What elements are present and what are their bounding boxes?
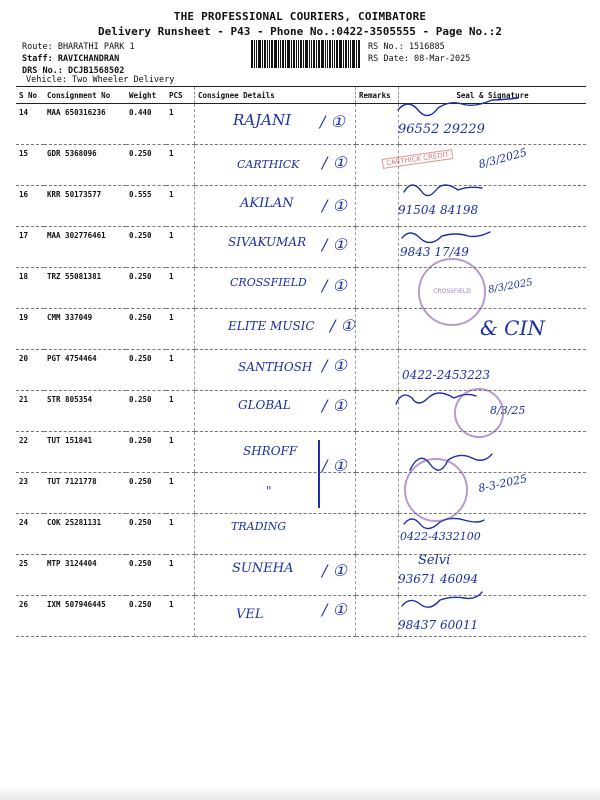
column-header: Weight xyxy=(126,87,166,104)
handwritten-consignee: SUNEHA xyxy=(232,561,294,576)
pcs-cell: 1 xyxy=(166,473,195,514)
handwritten-signature: 8/3/2025 xyxy=(477,145,529,172)
sno-cell: 22 xyxy=(16,432,44,473)
company-seal-faint xyxy=(404,458,468,522)
handwritten-consignee: AKILAN xyxy=(240,196,294,211)
handwritten-signature: 8/3/25 xyxy=(490,404,526,417)
handwritten-consignee: " xyxy=(266,484,272,498)
consignment-cell: TUT 151841 xyxy=(44,432,126,473)
handwritten-consignee: CROSSFIELD xyxy=(230,276,307,289)
handwritten-signature: 98437 60011 xyxy=(398,618,479,632)
sno-cell: 17 xyxy=(16,227,44,268)
weight-cell: 0.250 xyxy=(126,514,166,555)
pcs-cell: 1 xyxy=(166,350,195,391)
weight-cell: 0.250 xyxy=(126,145,166,186)
company-stamp: CARTHICK CREDIT xyxy=(382,149,454,169)
consignment-cell: GDR 5368096 xyxy=(44,145,126,186)
signature-stroke xyxy=(404,185,482,196)
handwritten-signature: & CIN xyxy=(480,316,545,340)
sno-cell: 19 xyxy=(16,309,44,350)
remark-mark: / ① xyxy=(320,112,345,131)
pcs-cell: 1 xyxy=(166,596,195,637)
pcs-cell: 1 xyxy=(166,555,195,596)
handwritten-consignee: SHROFF xyxy=(243,444,298,458)
remark-mark: / ① xyxy=(322,396,347,415)
handwritten-consignee: SANTHOSH xyxy=(238,360,313,374)
consignment-cell: TRZ 55081381 xyxy=(44,268,126,309)
handwritten-signature: Selvi xyxy=(418,553,451,568)
handwritten-consignee: TRADING xyxy=(231,520,287,533)
column-header: Consignment No xyxy=(44,87,126,104)
sno-cell: 21 xyxy=(16,391,44,432)
remark-mark: / ① xyxy=(322,456,347,475)
signature-stroke xyxy=(398,98,518,116)
handwritten-consignee: VEL xyxy=(236,607,264,622)
consignment-cell: CMM 337049 xyxy=(44,309,126,350)
consignment-cell: TUT 7121778 xyxy=(44,473,126,514)
pcs-cell: 1 xyxy=(166,186,195,227)
sno-cell: 25 xyxy=(16,555,44,596)
company-seal-faint xyxy=(454,388,504,438)
drs-number: DRS No.: DCJB1568502 xyxy=(22,66,125,76)
column-header: PCS xyxy=(166,87,195,104)
column-header: Consignee Details xyxy=(195,87,356,104)
consignment-cell: IXM 507946445 xyxy=(44,596,126,637)
remark-mark: / ① xyxy=(322,196,347,215)
weight-cell: 0.250 xyxy=(126,596,166,637)
weight-cell: 0.250 xyxy=(126,227,166,268)
pcs-cell: 1 xyxy=(166,391,195,432)
weight-cell: 0.250 xyxy=(126,473,166,514)
company-title: THE PROFESSIONAL COURIERS, COIMBATORE xyxy=(173,10,427,23)
remark-mark: / ① xyxy=(322,356,347,375)
handwritten-signature: 8-3-2025 xyxy=(477,472,529,495)
handwritten-consignee: CARTHICK xyxy=(237,158,300,171)
signature-stroke xyxy=(402,592,482,607)
handwritten-signature: 8/3/2025 xyxy=(487,277,534,296)
weight-cell: 0.250 xyxy=(126,391,166,432)
pcs-cell: 1 xyxy=(166,145,195,186)
handwritten-signature: 9843 17/49 xyxy=(400,245,469,259)
page-edge xyxy=(0,785,600,800)
sno-cell: 18 xyxy=(16,268,44,309)
rs-number: RS No.: 1516885 xyxy=(368,42,445,52)
consignment-cell: STR 805354 xyxy=(44,391,126,432)
pcs-cell: 1 xyxy=(166,227,195,268)
column-header: S No xyxy=(16,87,44,104)
remark-mark: / ① xyxy=(322,276,347,295)
pcs-cell: 1 xyxy=(166,514,195,555)
remark-mark: / ① xyxy=(322,600,347,619)
rs-date: RS Date: 08-Mar-2025 xyxy=(368,54,471,64)
consignment-cell: MAA 302776461 xyxy=(44,227,126,268)
handwritten-signature: 91504 84198 xyxy=(398,203,479,217)
remark-mark: / ① xyxy=(322,235,347,254)
handwritten-signature: 96552 29229 xyxy=(398,122,485,137)
weight-cell: 0.555 xyxy=(126,186,166,227)
sno-cell: 20 xyxy=(16,350,44,391)
weight-cell: 0.250 xyxy=(126,309,166,350)
handwritten-consignee: ELITE MUSIC xyxy=(228,319,315,333)
pcs-cell: 1 xyxy=(166,104,195,145)
sno-cell: 26 xyxy=(16,596,44,637)
consignment-cell: KRR 50173577 xyxy=(44,186,126,227)
consignment-cell: COK 25281131 xyxy=(44,514,126,555)
weight-cell: 0.250 xyxy=(126,432,166,473)
handwritten-consignee: GLOBAL xyxy=(238,398,291,412)
runsheet-subtitle: Delivery Runsheet - P43 - Phone No.:0422-3505555 - Page No.:2 xyxy=(98,25,502,38)
pcs-cell: 1 xyxy=(166,268,195,309)
sno-cell: 23 xyxy=(16,473,44,514)
company-seal: CROSSFIELD xyxy=(418,258,486,326)
column-header: Remarks xyxy=(356,87,399,104)
weight-cell: 0.250 xyxy=(126,350,166,391)
sno-cell: 14 xyxy=(16,104,44,145)
pcs-cell: 1 xyxy=(166,309,195,350)
handwritten-consignee: RAJANI xyxy=(233,111,292,129)
weight-cell: 0.250 xyxy=(126,268,166,309)
consignment-cell: PGT 4754464 xyxy=(44,350,126,391)
handwritten-consignee: SIVAKUMAR xyxy=(228,235,307,249)
signature-stroke xyxy=(402,232,490,243)
remark-mark: / ① xyxy=(322,153,347,172)
column-header: Seal & Signature xyxy=(399,87,587,104)
sno-cell: 15 xyxy=(16,145,44,186)
consignment-cell: MAA 650316236 xyxy=(44,104,126,145)
staff-text: Staff: RAVICHANDRAN xyxy=(22,54,120,64)
sno-cell: 16 xyxy=(16,186,44,227)
remark-mark: / ① xyxy=(322,561,347,580)
pcs-cell: 1 xyxy=(166,432,195,473)
route-text: Route: BHARATHI PARK 1 xyxy=(22,42,135,52)
consignment-cell: MTP 3124404 xyxy=(44,555,126,596)
sno-cell: 24 xyxy=(16,514,44,555)
weight-cell: 0.440 xyxy=(126,104,166,145)
handwritten-signature: 0422-4332100 xyxy=(400,530,481,543)
handwritten-signature: 93671 46094 xyxy=(398,572,479,586)
weight-cell: 0.250 xyxy=(126,555,166,596)
handwritten-signature: 0422-2453223 xyxy=(402,368,491,382)
vehicle-text: Vehicle: Two Wheeler Delivery xyxy=(26,75,175,85)
remark-mark: / ① xyxy=(330,316,355,335)
